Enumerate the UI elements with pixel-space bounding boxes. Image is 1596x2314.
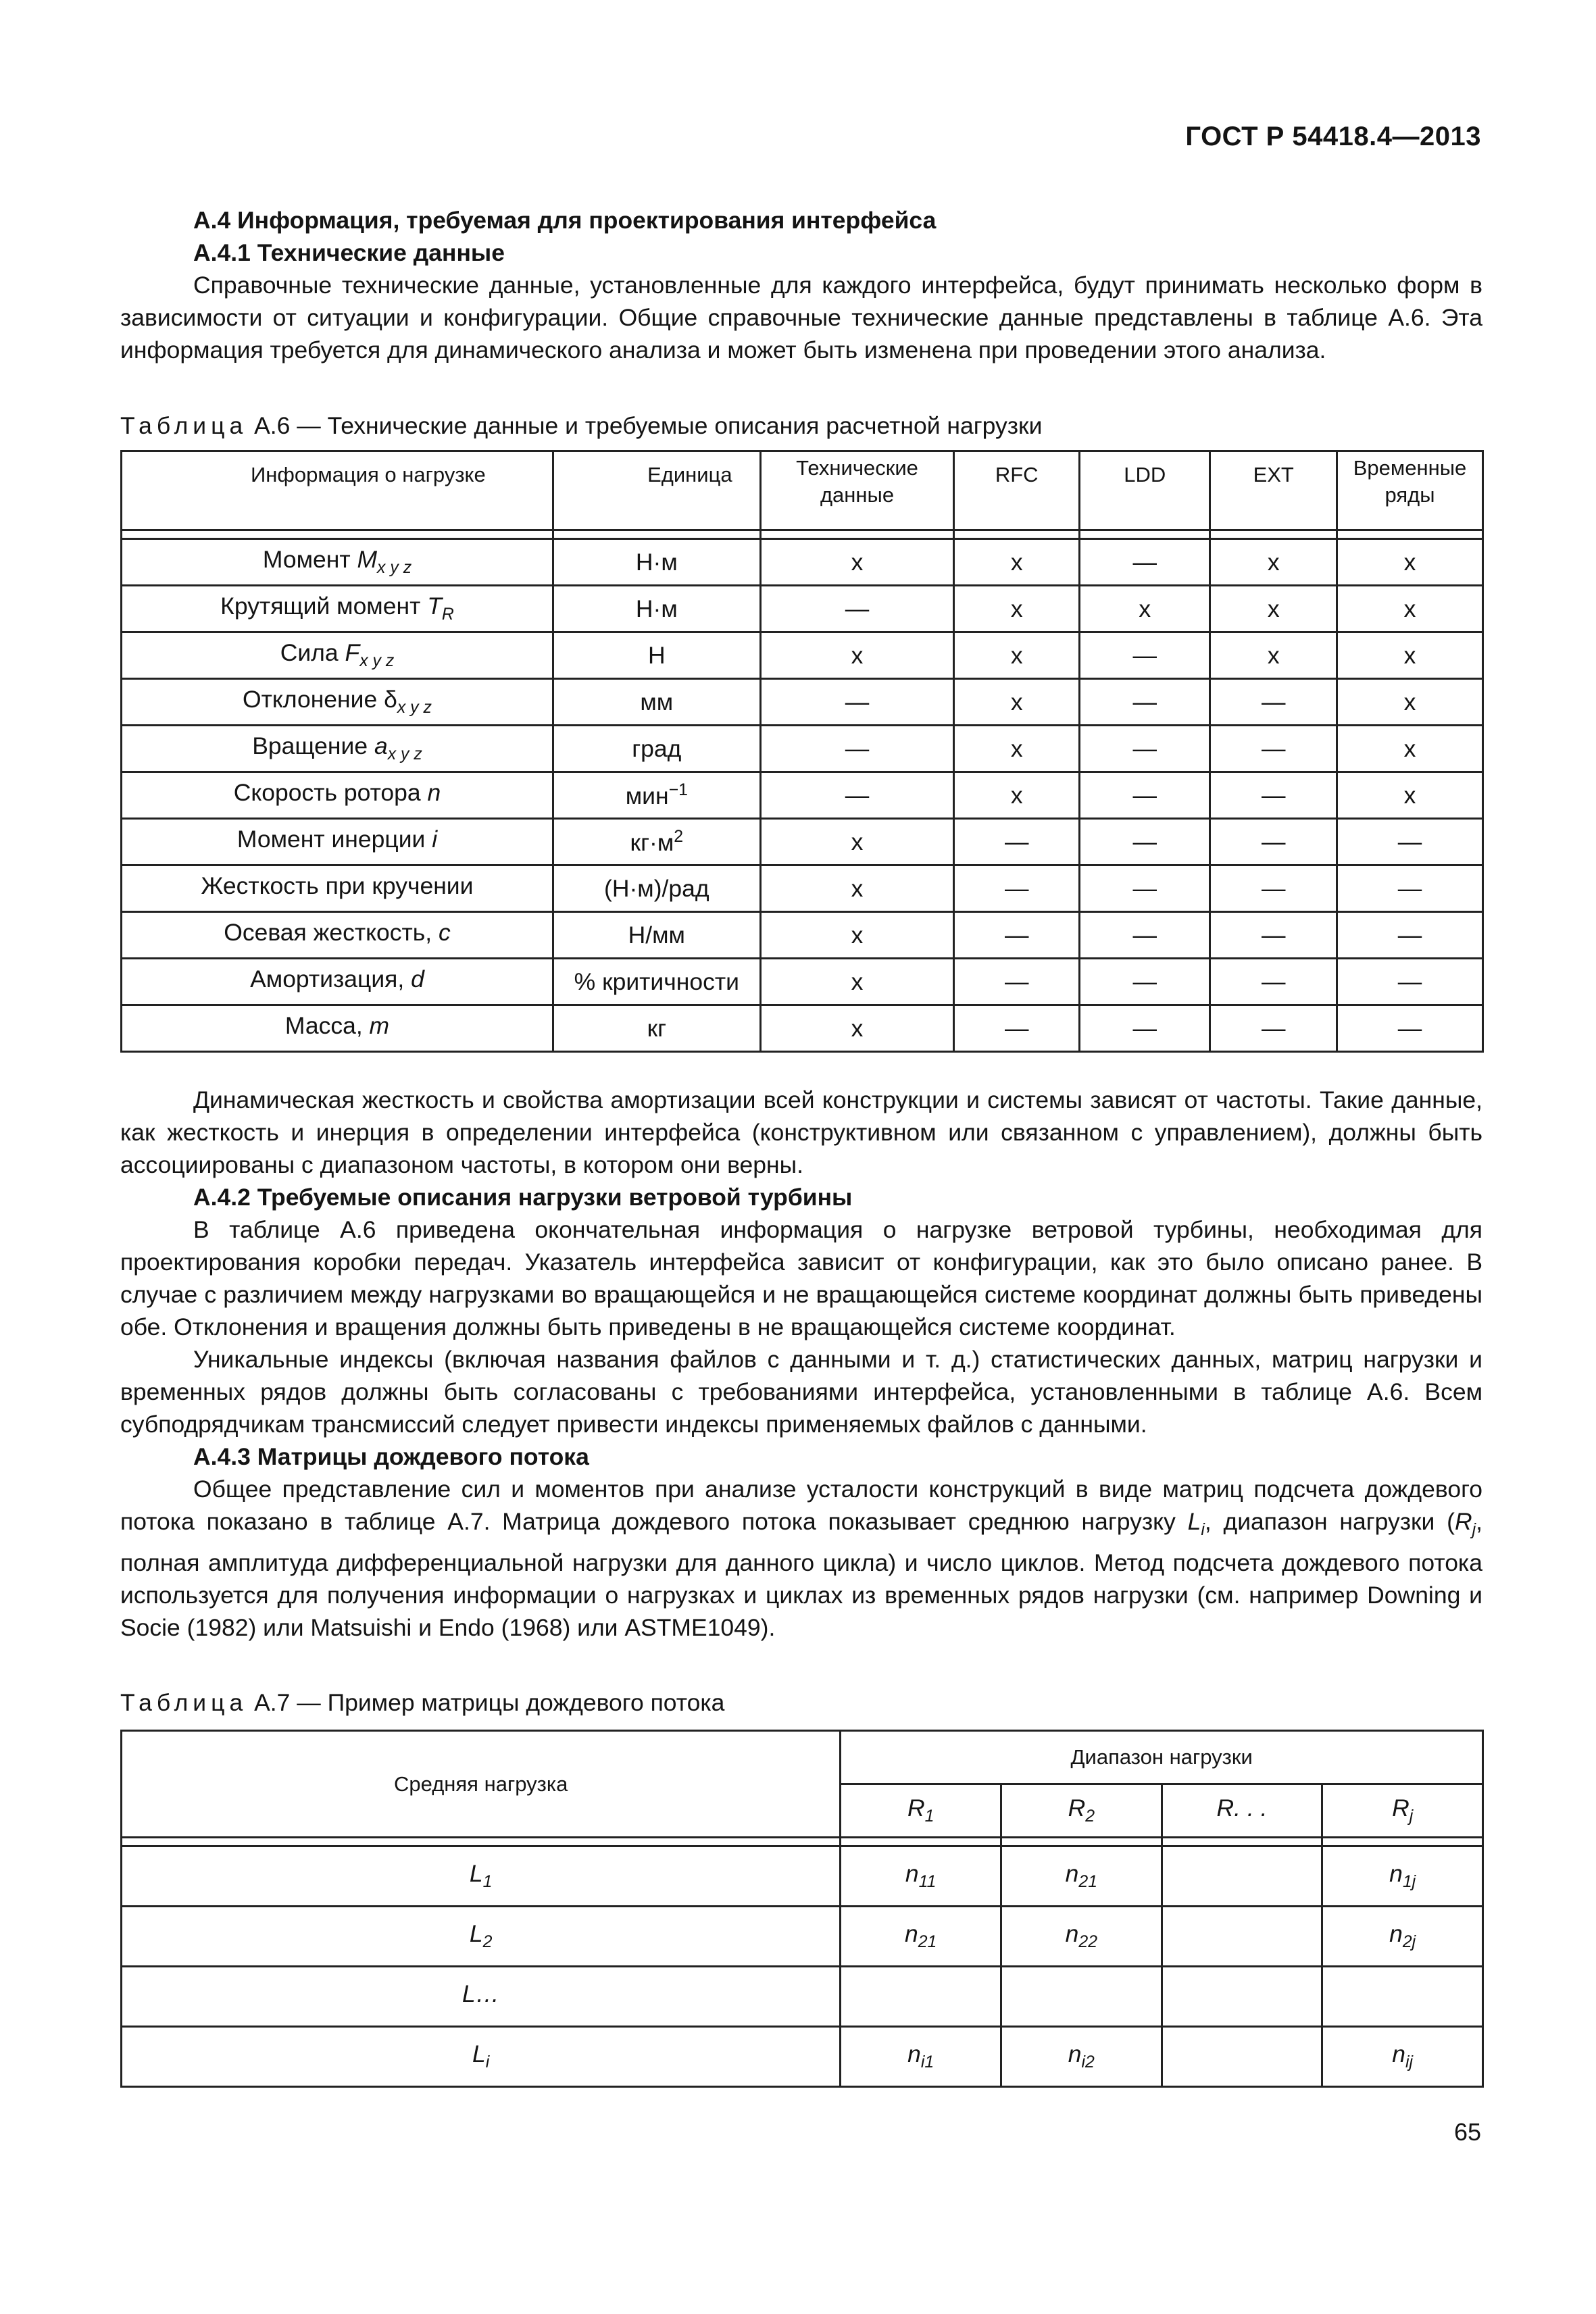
unit-text: (Н·м)/рад: [604, 874, 709, 902]
cycle-count-cell: [1322, 1846, 1483, 1907]
section-a43-paragraph: [120, 1473, 1482, 1644]
load-info-label: Жесткость при кручении: [201, 872, 474, 900]
a43-symbol-r: R: [1454, 1508, 1472, 1535]
value-cell: —: [954, 865, 1080, 912]
load-info-subscript: x y z: [377, 559, 412, 578]
table-a6-header-cell: Информация о нагрузке: [122, 451, 553, 530]
cycle-count-cell: [1162, 1907, 1322, 1967]
table-a6-spacer: [954, 530, 1080, 539]
load-info-subscript: x y z: [359, 652, 395, 671]
range-column-header: [1322, 1784, 1483, 1838]
table-a6-row: [122, 539, 1483, 586]
value-cell: x: [1337, 586, 1482, 632]
table-a7-spacer: [1322, 1838, 1483, 1846]
table-a6-caption-word: Таблица: [120, 412, 248, 439]
unit-cell: [553, 726, 761, 772]
value-cell: —: [760, 726, 954, 772]
load-info-symbol: d: [411, 965, 424, 993]
table-a6-row: [122, 912, 1483, 959]
cycle-count-cell: [1322, 1967, 1483, 2027]
cycle-count-cell: [841, 1907, 1001, 1967]
section-a4: [120, 204, 1482, 366]
table-a6-spacer: [553, 530, 761, 539]
load-info-symbol: m: [369, 1012, 390, 1040]
unit-cell: [553, 819, 761, 865]
table-a7-caption-text: А.7 — Пример матрицы дождевого потока: [247, 1689, 725, 1716]
unit-cell: [553, 632, 761, 679]
value-cell: —: [954, 819, 1080, 865]
load-info-label: Отклонение δ: [243, 686, 397, 713]
table-a6-header-cell: Временные ряды: [1337, 451, 1482, 530]
table-a7-row: [122, 2027, 1483, 2087]
table-a7-spacer: [1001, 1838, 1162, 1846]
unit-cell: [553, 679, 761, 726]
table-a6-header-cell: Технические данные: [760, 451, 954, 530]
mean-load-subscript: 1: [482, 1873, 493, 1892]
value-cell: x: [954, 632, 1080, 679]
section-a41-title: А.4.1 Технические данные: [193, 239, 505, 266]
value-cell: —: [1337, 819, 1482, 865]
mean-load-cell: [122, 1907, 841, 1967]
cycle-count-symbol: n: [1065, 1920, 1079, 1948]
range-symbol: R: [1392, 1794, 1410, 1822]
a43-text-b: , диапазон нагрузки (: [1204, 1508, 1455, 1535]
cycle-count-symbol: n: [1389, 1920, 1403, 1948]
table-a7-header-mean: Средняя нагрузка: [122, 1731, 841, 1838]
mean-load-cell: [122, 1967, 841, 2027]
table-a7-spacer: [1162, 1838, 1322, 1846]
unit-text: мм: [640, 688, 674, 715]
value-cell: x: [1079, 586, 1210, 632]
cycle-count-cell: [1001, 1846, 1162, 1907]
cycle-count-subscript: ij: [1405, 2053, 1414, 2072]
cycle-count-subscript: 1j: [1402, 1873, 1416, 1892]
a43-symbol-l-sub: i: [1201, 1521, 1205, 1540]
value-cell: x: [954, 772, 1080, 819]
table-a6-spacer: [122, 530, 553, 539]
value-cell: x: [1337, 679, 1482, 726]
mean-load-cell: [122, 1846, 841, 1907]
table-a7-caption: [120, 1686, 724, 1719]
value-cell: x: [760, 1005, 954, 1052]
load-info-cell: [122, 772, 553, 819]
load-info-cell: [122, 819, 553, 865]
value-cell: —: [1210, 679, 1337, 726]
value-cell: x: [954, 726, 1080, 772]
load-info-cell: [122, 586, 553, 632]
load-info-symbol: F: [345, 639, 360, 667]
value-cell: x: [954, 586, 1080, 632]
range-column-header: [1162, 1784, 1322, 1838]
value-cell: —: [1210, 772, 1337, 819]
value-cell: —: [954, 912, 1080, 959]
value-cell: x: [760, 912, 954, 959]
table-a6-header-cell: RFC: [954, 451, 1080, 530]
value-cell: —: [954, 959, 1080, 1005]
unit-text: Н/мм: [628, 921, 685, 949]
load-info-cell: [122, 865, 553, 912]
unit-cell: [553, 539, 761, 586]
section-a41-paragraph: Справочные технические данные, установленные для каждого интерфейса, будут принимать несколько форм в зависимости от ситуации и конфигурации. Общие справочные технические данные представлены в таблице А.6. Эта информация требуется для динамического анализа и может быть изменена при проведении этого анализа.: [120, 272, 1482, 363]
value-cell: x: [1210, 539, 1337, 586]
load-info-label: Вращение: [252, 732, 374, 760]
range-subscript: 1: [924, 1807, 934, 1826]
table-a6-caption-text: А.6 — Технические данные и требуемые описания расчетной нагрузки: [247, 412, 1043, 439]
section-a42-paragraph-2: Уникальные индексы (включая названия файлов с данными и т. д.) статистических данных, матриц нагрузки и временных рядов должны быть согласованы с требованиями интерфейса, установленными в таблице А.6. Всем субподрядчикам трансмиссий следует привести индексы применяемых файлов с данными.: [120, 1346, 1482, 1438]
unit-text: Н·м: [635, 548, 678, 576]
load-info-label: Крутящий момент: [220, 593, 428, 620]
cycle-count-subscript: 2j: [1402, 1933, 1416, 1952]
range-symbol: R. . .: [1216, 1794, 1268, 1822]
cycle-count-symbol: n: [907, 2040, 921, 2068]
load-info-cell: [122, 726, 553, 772]
value-cell: x: [760, 819, 954, 865]
mean-load-symbol: L: [472, 2040, 486, 2068]
value-cell: x: [1210, 632, 1337, 679]
value-cell: —: [1079, 865, 1210, 912]
cycle-count-cell: [841, 2027, 1001, 2087]
load-info-label: Момент инерции: [236, 826, 432, 853]
value-cell: x: [954, 679, 1080, 726]
value-cell: x: [760, 959, 954, 1005]
page-number: 65: [1453, 2118, 1481, 2146]
cycle-count-cell: [1001, 1907, 1162, 1967]
value-cell: —: [1079, 819, 1210, 865]
value-cell: —: [1210, 959, 1337, 1005]
table-a7-spacer: [122, 1838, 841, 1846]
load-info-label: Амортизация,: [250, 965, 412, 993]
cycle-count-symbol: n: [1392, 2040, 1405, 2068]
table-a6-spacer: [1079, 530, 1210, 539]
table-a7-row: [122, 1967, 1483, 2027]
cycle-count-subscript: 21: [1078, 1873, 1098, 1892]
cycle-count-subscript: 22: [1078, 1933, 1098, 1952]
section-a42-title: А.4.2 Требуемые описания нагрузки ветровой турбины: [193, 1184, 853, 1211]
load-info-cell: [122, 632, 553, 679]
value-cell: —: [1337, 1005, 1482, 1052]
table-a7-header-range: Диапазон нагрузки: [841, 1731, 1483, 1784]
value-cell: —: [1210, 1005, 1337, 1052]
value-cell: —: [1210, 726, 1337, 772]
table-a6-spacer: [760, 530, 954, 539]
range-symbol: R: [907, 1794, 925, 1822]
value-cell: —: [1079, 539, 1210, 586]
cycle-count-cell: [1001, 2027, 1162, 2087]
table-a6-row: [122, 772, 1483, 819]
unit-cell: [553, 865, 761, 912]
cycle-count-subscript: i1: [920, 2053, 934, 2072]
table-a6-row: [122, 632, 1483, 679]
table-a6-row: [122, 819, 1483, 865]
mean-load-subscript: 2: [482, 1933, 493, 1952]
unit-cell: [553, 912, 761, 959]
load-info-cell: [122, 539, 553, 586]
load-info-symbol: n: [427, 779, 441, 807]
unit-superscript: −1: [668, 780, 688, 799]
cycle-count-symbol: n: [1389, 1860, 1403, 1888]
range-subscript: j: [1409, 1807, 1414, 1826]
value-cell: —: [954, 1005, 1080, 1052]
value-cell: x: [1337, 726, 1482, 772]
cycle-count-cell: [1162, 1967, 1322, 2027]
table-a6-row: [122, 1005, 1483, 1052]
value-cell: —: [760, 772, 954, 819]
load-info-symbol: i: [432, 826, 438, 853]
cycle-count-cell: [841, 1846, 1001, 1907]
unit-cell: [553, 959, 761, 1005]
document-id-header: ГОСТ Р 54418.4—2013: [1185, 122, 1481, 151]
table-a7-spacer: [841, 1838, 1001, 1846]
dynamic-stiffness-paragraph: Динамическая жесткость и свойства амортизации всей конструкции и системы зависят от частоты. Такие данные, как жесткость и инерция в определении интерфейса (конструктивном или связанном с управлением), должны быть ассоциированы с диапазоном частоты, в котором они верны.: [120, 1086, 1482, 1178]
table-a6-header-cell: EXT: [1210, 451, 1337, 530]
range-column-header: [1001, 1784, 1162, 1838]
cycle-count-symbol: n: [904, 1920, 918, 1948]
unit-text: % критичности: [574, 967, 739, 995]
mean-load-symbol: L…: [462, 1980, 500, 2008]
load-info-cell: [122, 679, 553, 726]
range-symbol: R: [1068, 1794, 1086, 1822]
table-a6-row: [122, 865, 1483, 912]
table-a6-caption: [120, 409, 1042, 442]
unit-text: мин: [625, 782, 669, 809]
table-a7: [120, 1730, 1484, 2088]
cycle-count-cell: [1001, 1967, 1162, 2027]
load-info-label: Осевая жесткость,: [224, 919, 439, 947]
unit-text: Н·м: [635, 595, 678, 622]
value-cell: —: [1210, 819, 1337, 865]
unit-text: кг: [647, 1014, 667, 1042]
a43-symbol-l: L: [1187, 1508, 1201, 1535]
load-info-symbol: T: [427, 593, 442, 620]
table-a6-header-cell: Единица: [553, 451, 761, 530]
table-a6-spacer: [1337, 530, 1482, 539]
cycle-count-cell: [1162, 1846, 1322, 1907]
value-cell: —: [1079, 1005, 1210, 1052]
value-cell: —: [1079, 632, 1210, 679]
unit-cell: [553, 586, 761, 632]
value-cell: —: [1079, 959, 1210, 1005]
table-a6-row: [122, 959, 1483, 1005]
a43-text-c: , полная амплитуда дифференциальной нагрузки для данного цикла) и число циклов. Метод подсчета дождевого потока используется для получения информации о нагрузках и циклах из временных рядов нагрузки (см. например Downing и Socie (1982) или Matsuishi и Endo (1968) или ASTME1049).: [120, 1508, 1482, 1642]
unit-cell: [553, 772, 761, 819]
table-a7-caption-word: Таблица: [120, 1689, 248, 1716]
value-cell: —: [1079, 679, 1210, 726]
section-dynamic: [120, 1084, 1482, 1644]
cycle-count-cell: [1322, 1907, 1483, 1967]
load-info-cell: [122, 912, 553, 959]
value-cell: x: [1337, 632, 1482, 679]
load-info-label: Момент: [262, 546, 357, 574]
table-a6: [120, 450, 1484, 1053]
table-a6-row: [122, 726, 1483, 772]
table-a6-row: [122, 679, 1483, 726]
value-cell: —: [1337, 959, 1482, 1005]
table-a6-row: [122, 586, 1483, 632]
cycle-count-symbol: n: [1065, 1860, 1079, 1888]
table-a6-spacer: [1210, 530, 1337, 539]
cycle-count-cell: [1162, 2027, 1322, 2087]
value-cell: x: [760, 632, 954, 679]
mean-load-cell: [122, 2027, 841, 2087]
cycle-count-subscript: i2: [1081, 2053, 1095, 2072]
cycle-count-subscript: 21: [918, 1933, 937, 1952]
value-cell: —: [1079, 726, 1210, 772]
value-cell: —: [1210, 912, 1337, 959]
cycle-count-symbol: n: [1068, 2040, 1082, 2068]
value-cell: —: [1210, 865, 1337, 912]
load-info-cell: [122, 1005, 553, 1052]
mean-load-subscript: i: [485, 2053, 490, 2072]
range-column-header: [841, 1784, 1001, 1838]
value-cell: —: [760, 586, 954, 632]
load-info-label: Масса,: [284, 1012, 370, 1040]
load-info-label: Скорость ротора: [233, 779, 428, 807]
cycle-count-symbol: n: [905, 1860, 919, 1888]
load-info-subscript: x y z: [387, 745, 422, 764]
section-a43-title: А.4.3 Матрицы дождевого потока: [193, 1443, 589, 1470]
load-info-label: Сила: [280, 639, 345, 667]
cycle-count-cell: [1322, 2027, 1483, 2087]
value-cell: x: [760, 865, 954, 912]
value-cell: —: [1337, 865, 1482, 912]
value-cell: x: [1210, 586, 1337, 632]
a43-text-a: Общее представление сил и моментов при анализе усталости конструкций в виде матриц подсчета дождевого потока показано в таблице А.7. Матрица дождевого потока показывает среднюю нагрузку: [120, 1476, 1482, 1535]
table-a7-row: [122, 1907, 1483, 1967]
unit-text: Н: [647, 641, 666, 669]
unit-text: град: [632, 734, 682, 762]
load-info-subscript: R: [441, 605, 454, 624]
value-cell: —: [1079, 912, 1210, 959]
value-cell: —: [1079, 772, 1210, 819]
mean-load-symbol: L: [469, 1920, 483, 1948]
load-info-symbol: c: [439, 919, 451, 947]
table-a7-row: [122, 1846, 1483, 1907]
section-a42-paragraph-1: В таблице А.6 приведена окончательная информация о нагрузке ветровой турбины, необходимая для проектирования коробки передач. Указатель интерфейса зависит от конфигурации, как это было описано ранее. В случае с различием между нагрузками во вращающейся и не вращающейся системе координат должны быть приведены обе. Отклонения и вращения должны быть приведены в не вращающейся системе координат.: [120, 1216, 1482, 1340]
unit-text: кг·м: [630, 828, 674, 856]
value-cell: x: [760, 539, 954, 586]
range-subscript: 2: [1085, 1807, 1095, 1826]
load-info-symbol: a: [374, 732, 388, 760]
cycle-count-subscript: 11: [918, 1873, 937, 1892]
value-cell: —: [760, 679, 954, 726]
value-cell: x: [1337, 772, 1482, 819]
value-cell: x: [954, 539, 1080, 586]
value-cell: —: [1337, 912, 1482, 959]
value-cell: x: [1337, 539, 1482, 586]
section-a4-title: А.4 Информация, требуемая для проектирования интерфейса: [193, 207, 937, 234]
unit-superscript: 2: [674, 827, 684, 846]
load-info-cell: [122, 959, 553, 1005]
load-info-symbol: M: [357, 546, 378, 574]
cycle-count-cell: [841, 1967, 1001, 2027]
load-info-subscript: x y z: [397, 699, 432, 718]
a43-symbol-r-sub: j: [1472, 1521, 1476, 1540]
table-a6-header-cell: LDD: [1079, 451, 1210, 530]
mean-load-symbol: L: [469, 1860, 483, 1888]
unit-cell: [553, 1005, 761, 1052]
